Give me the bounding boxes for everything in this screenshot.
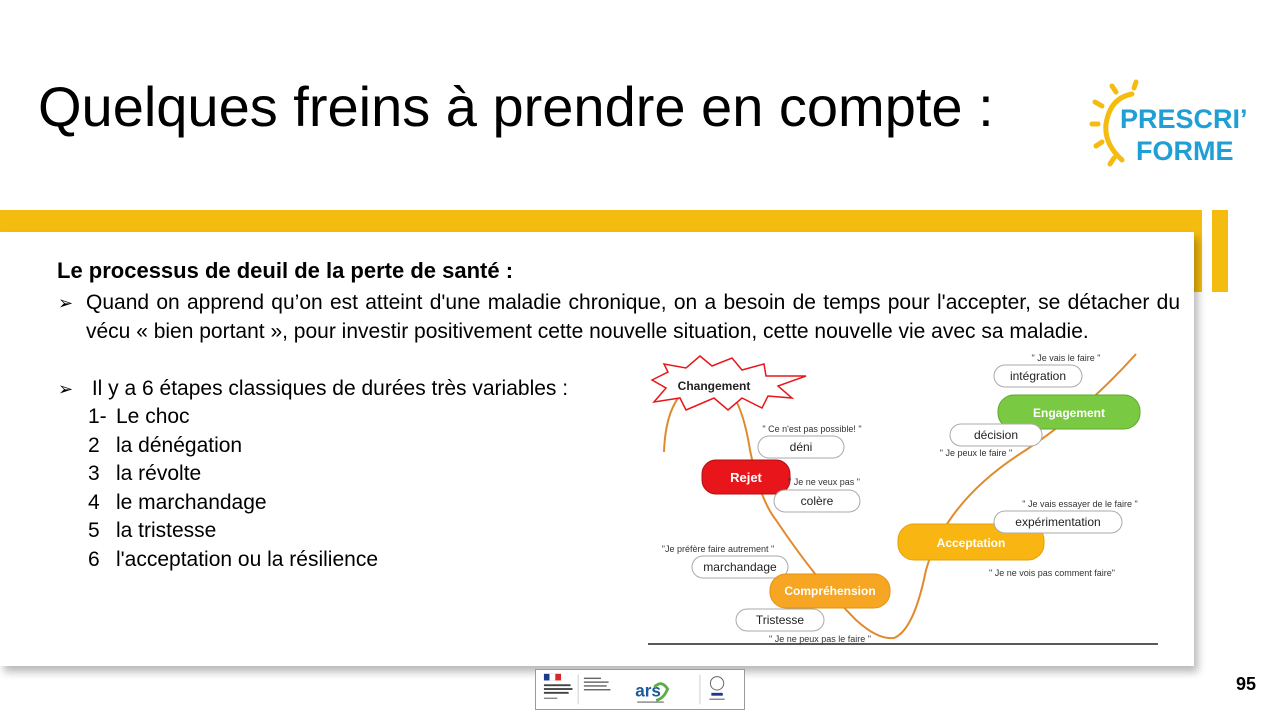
bullet-text: Il y a 6 étapes classiques de durées très variables : <box>86 377 569 400</box>
arrow-bullet-icon: ➢ <box>58 293 74 313</box>
list-item: 6 l'acceptation ou la résilience <box>88 547 378 571</box>
ars-logo: ars <box>635 681 661 701</box>
emblem-logo <box>709 677 724 700</box>
arrow-bullet-icon: ➢ <box>58 379 74 399</box>
section-subtitle: Le processus de deuil de la perte de santé : <box>57 258 514 283</box>
label-experimentation: expérimentation <box>1015 515 1101 529</box>
label-marchandage: marchandage <box>703 560 777 574</box>
slide-title: Quelques freins à prendre en compte : <box>38 75 994 138</box>
logo-line1: PRESCRI’ <box>1120 104 1248 134</box>
list-item: 1- Le choc <box>88 405 190 428</box>
accent-band <box>0 210 1202 232</box>
logo-line2: FORME <box>1136 136 1234 166</box>
direction-text <box>584 678 611 691</box>
list-item: 5 la tristesse <box>88 519 217 542</box>
label-colere: colère <box>800 494 834 508</box>
partner-logos <box>535 669 745 710</box>
changement-label: Changement <box>677 379 751 393</box>
phase-rejet-label: Rejet <box>730 470 762 485</box>
phase-comprehension-label: Compréhension <box>784 584 876 598</box>
prefet-logo <box>544 674 573 699</box>
label-decision: décision <box>973 428 1019 442</box>
steps-list <box>88 403 378 574</box>
quote-acceptation: " Je ne vois pas comment faire" <box>989 568 1115 578</box>
list-item: 3 la révolte <box>88 462 202 485</box>
quote-colere: " Je ne veux pas " <box>788 477 860 487</box>
quote-deni: " Ce n'est pas possible! " <box>762 424 862 434</box>
quote-marchandage: "Je préfère faire autrement " <box>661 544 775 554</box>
quote-experimentation: " Je vais essayer de le faire " <box>1022 499 1138 509</box>
label-deni: déni <box>789 440 813 454</box>
quote-integration: " Je vais le faire " <box>1031 353 1101 363</box>
label-integration: intégration <box>1009 369 1067 383</box>
page-number: 95 <box>1235 674 1256 694</box>
phase-acceptation-label: Acceptation <box>936 536 1006 550</box>
grief-curve-diagram <box>646 350 1166 650</box>
quote-decision: " Je peux le faire " <box>939 448 1013 458</box>
list-item: 2 la dénégation <box>88 433 243 457</box>
quote-tristesse: " Je ne peux pas le faire " <box>769 634 871 644</box>
prescriforme-logo <box>1092 84 1248 170</box>
list-item: 4 le marchandage <box>88 490 267 514</box>
phase-engagement-label: Engagement <box>1032 406 1106 420</box>
label-tristesse: Tristesse <box>755 613 805 627</box>
bullet-text: Quand on apprend qu’on est atteint d'une maladie chronique, on a besoin de temps pour l'accepter, se détacher du vécu « bien portant », pour investir positivement cette nouvelle situation, cette nouvelle vie avec sa maladie. <box>86 291 1180 343</box>
accent-bar <box>1212 210 1228 292</box>
